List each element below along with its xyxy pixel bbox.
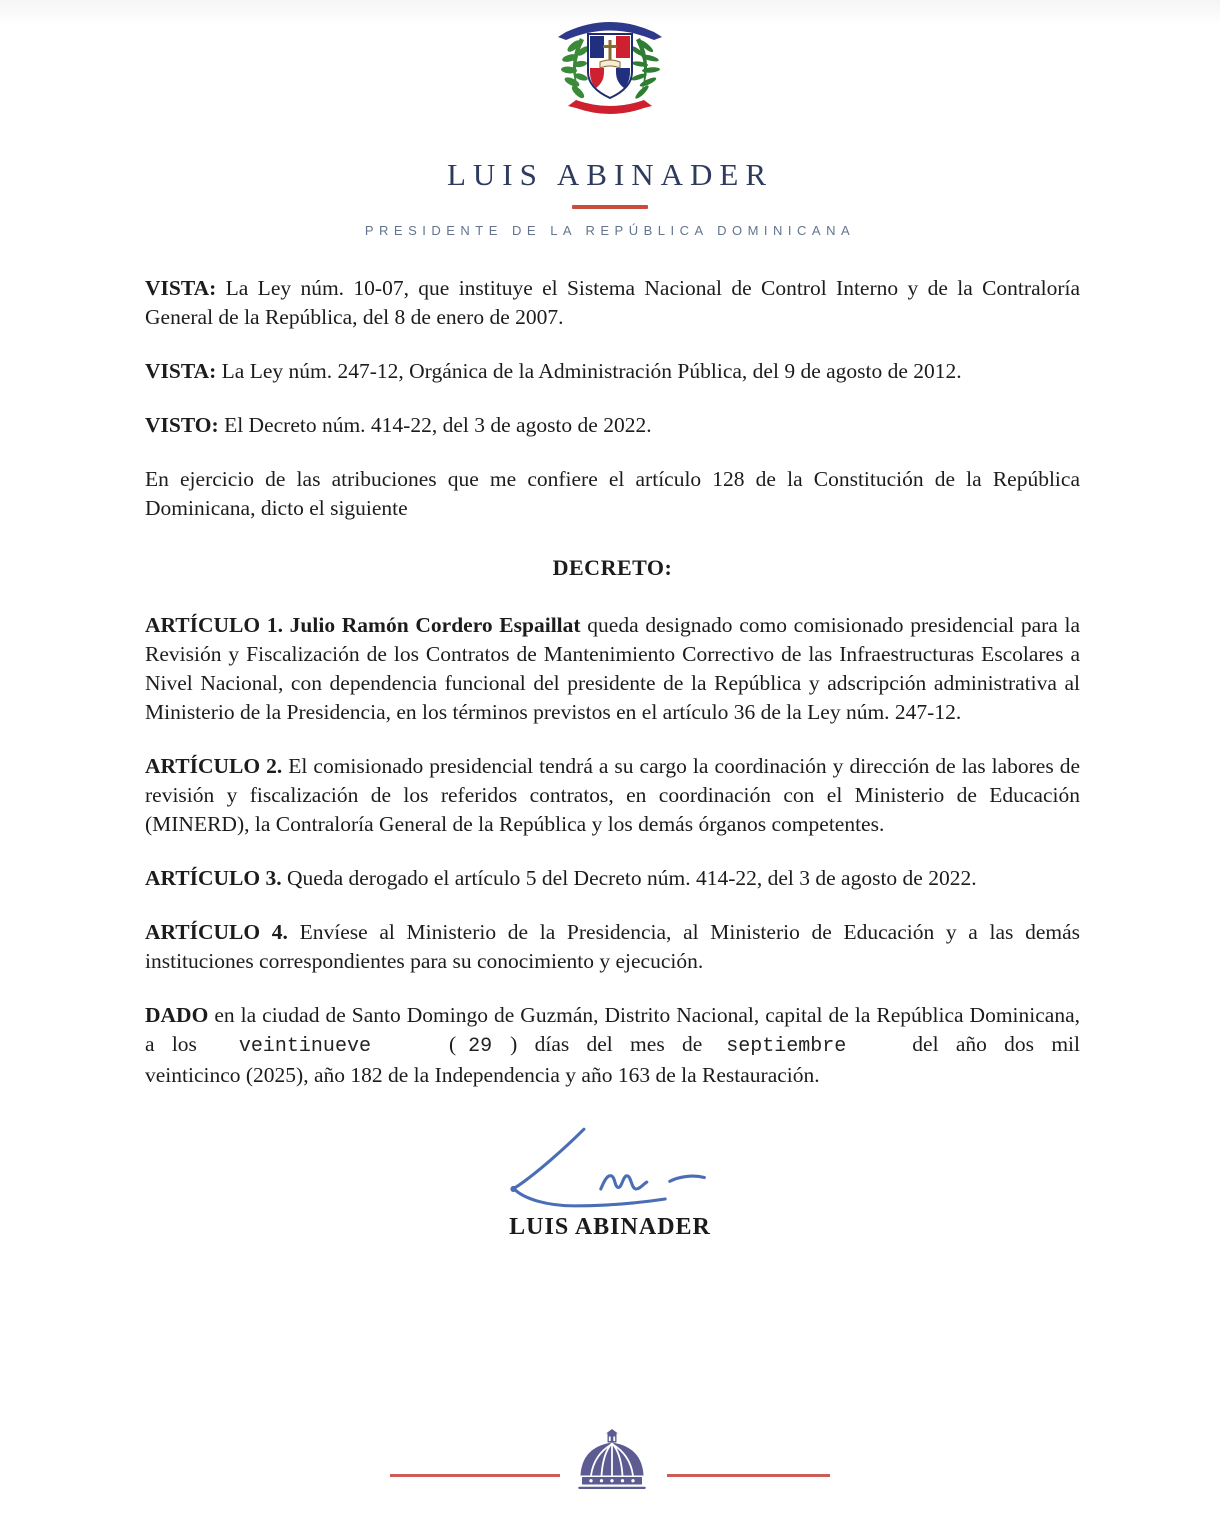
article-text: Envíese al Ministerio de la Presidencia, al Ministerio de Educación y a las demás instituciones correspondientes para su conocimiento y ejecución. <box>145 920 1080 973</box>
article-text: El comisionado presidencial tendrá a su cargo la coordinación y dirección de las labores de revisión y fiscalización de los referidos contratos, en coordinación con el Ministerio de Educación (MINERD), la Contraloría General de la República y los demás órganos competentes. <box>145 754 1081 836</box>
vista-label: VISTA: <box>145 276 217 300</box>
dado-paragraph <box>145 1001 1080 1090</box>
visto-paragraph <box>145 411 1080 440</box>
president-subtitle: PRESIDENTE DE LA REPÚBLICA DOMINICANA <box>364 223 856 238</box>
dado-text-1: en la ciudad de Santo Domingo de Guzmán, Distrito Nacional, capital de la República Dominicana, a los <box>145 1003 1080 1056</box>
designee-name: Julio Ramón Cordero Espaillat <box>289 613 581 637</box>
vista-paragraph-1 <box>145 274 1080 332</box>
typed-day-word: veintinueve <box>238 1035 371 1058</box>
preamble-paragraph: En ejercicio de las atribuciones que me confiere el artículo 128 de la Constitución de la República Dominicana, dicto el siguiente <box>145 467 1080 520</box>
footer-rule-left <box>390 1474 560 1477</box>
vista-text: La Ley núm. 10-07, que instituye el Sistema Nacional de Control Interno y de la Contraloría General de la República, del 8 de enero de 2007. <box>145 276 1081 329</box>
article-1-paragraph <box>145 611 1080 727</box>
footer-rule-right <box>667 1474 830 1477</box>
visto-text: El Decreto núm. 414-22, del 3 de agosto de 2022. <box>224 413 652 437</box>
article-label: ARTÍCULO 3. <box>145 866 282 890</box>
signature-icon <box>470 1120 750 1212</box>
open-paren: ( <box>448 1032 457 1056</box>
signature-name: LUIS ABINADER <box>509 1214 711 1240</box>
dado-text-3: del año dos mil veinticinco (2025), año 182 de la Independencia y año 163 de la Restauración. <box>145 1032 1080 1087</box>
article-label: ARTÍCULO 2. <box>145 754 283 778</box>
footer <box>0 1429 1220 1489</box>
decree-heading: DECRETO: <box>552 555 673 580</box>
decree-body <box>145 274 1080 1090</box>
article-4-paragraph <box>145 918 1080 976</box>
typed-month: septiembre <box>726 1035 847 1058</box>
signature-block <box>0 1120 1220 1241</box>
vista-text: La Ley núm. 247-12, Orgánica de la Administración Pública, del 9 de agosto de 2012. <box>221 359 962 383</box>
close-paren: ) <box>510 1032 518 1056</box>
visto-label: VISTO: <box>145 413 219 437</box>
article-2-paragraph <box>145 752 1080 839</box>
article-label: ARTÍCULO 1. <box>145 613 283 637</box>
vista-paragraph-2 <box>145 357 1080 386</box>
article-text: Queda derogado el artículo 5 del Decreto núm. 414-22, del 3 de agosto de 2022. <box>287 866 977 890</box>
vista-label: VISTA: <box>145 359 217 383</box>
article-label: ARTÍCULO 4. <box>145 920 288 944</box>
red-rule-divider <box>572 205 648 209</box>
typed-day-number: 29 <box>468 1035 493 1058</box>
article-text: queda designado como comisionado presidencial para la Revisión y Fiscalización de los Contratos de Mantenimiento Correctivo de las Infraestructuras Escolares a Nivel Nacional, con dependencia funcional del presidente de la República y adscripción administrativa al Ministerio de la Presidencia, en los términos previstos en el artículo 36 de la Ley núm. 247-12. <box>145 613 1081 724</box>
dado-label: DADO <box>145 1003 209 1027</box>
president-name: LUIS ABINADER <box>446 157 774 192</box>
dado-text-2: días del mes de <box>534 1032 703 1056</box>
palace-dome-icon <box>574 1429 650 1489</box>
article-3-paragraph <box>145 864 1080 893</box>
coat-of-arms-icon <box>550 8 670 122</box>
letterhead <box>0 0 1220 238</box>
